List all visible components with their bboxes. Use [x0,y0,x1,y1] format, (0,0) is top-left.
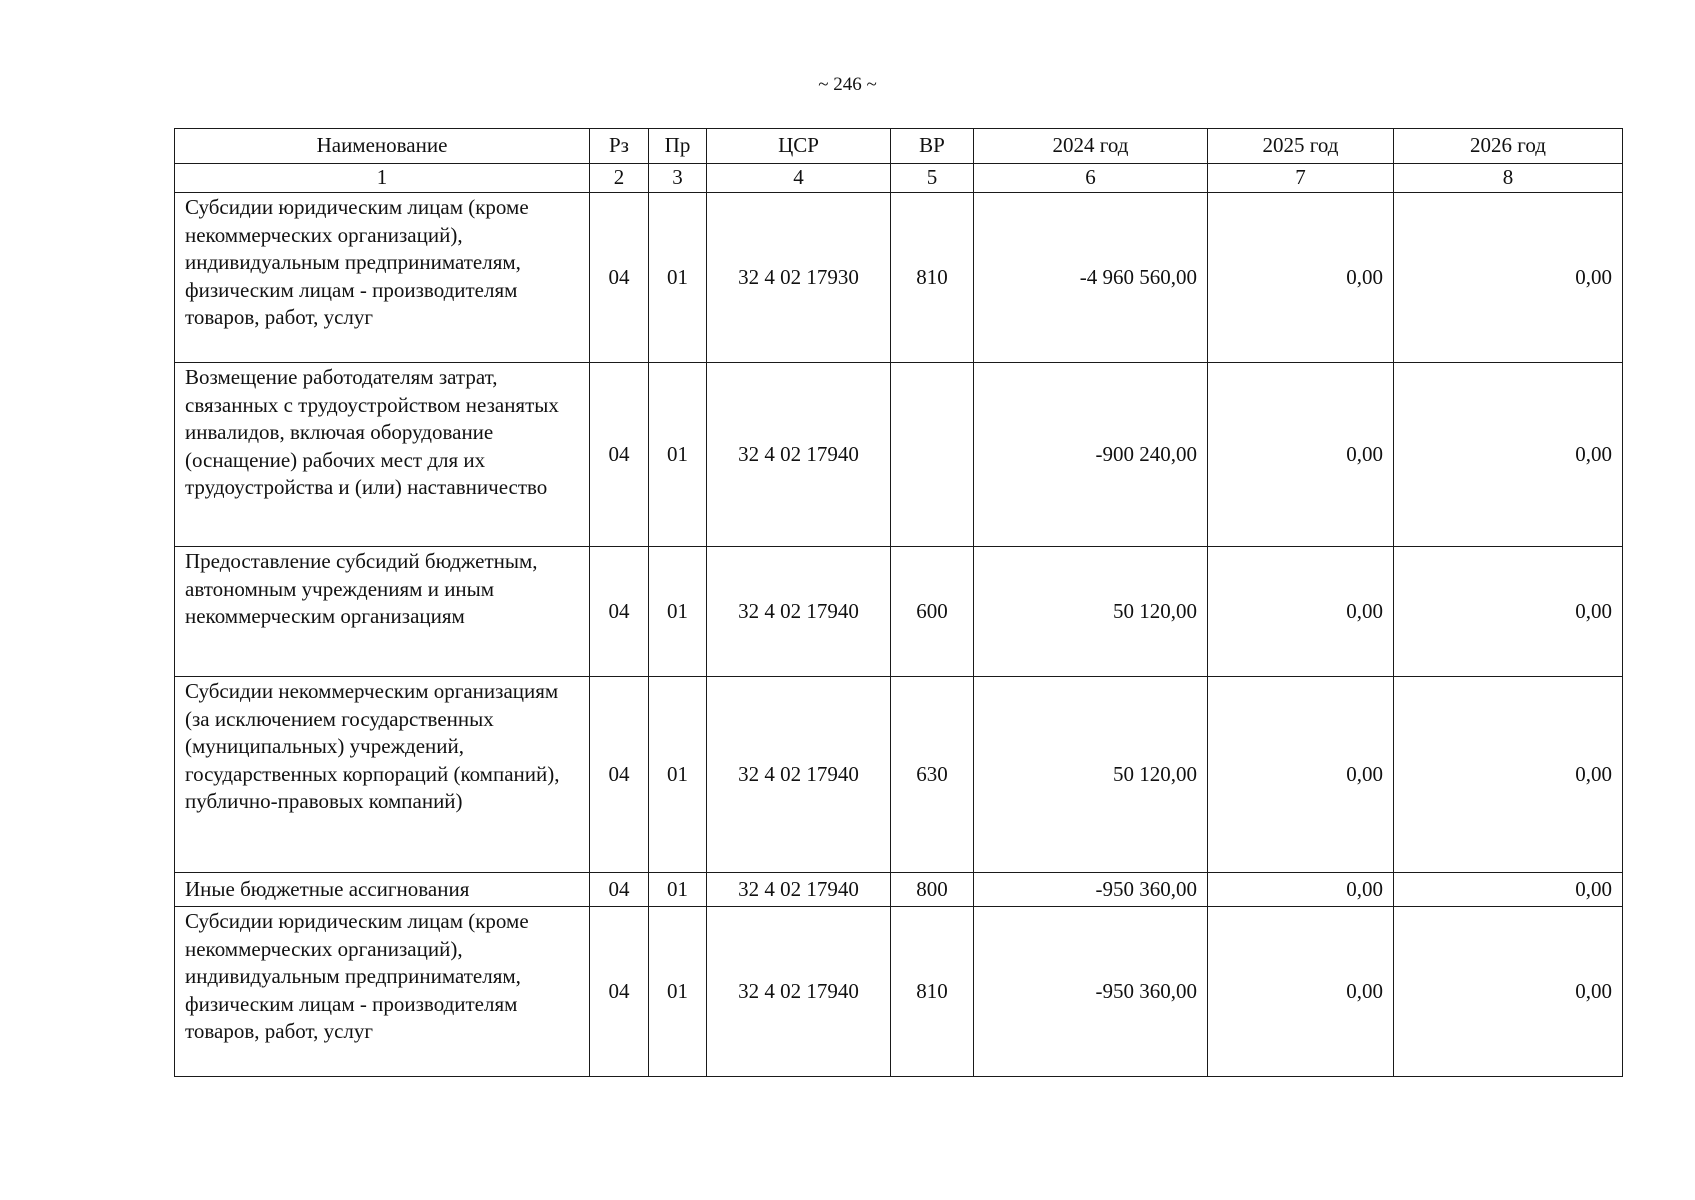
table-row [175,873,1623,907]
row-2024: -4 960 560,00 [974,193,1208,363]
column-index: 1 [175,164,590,193]
row-2024: -950 360,00 [974,873,1208,907]
row-pr: 01 [649,547,707,677]
header-2025: 2025 год [1208,129,1394,164]
budget-table [174,128,1623,1077]
header-name: Наименование [175,129,590,164]
row-pr: 01 [649,907,707,1077]
row-2026: 0,00 [1394,363,1623,547]
row-pr: 01 [649,677,707,873]
row-name: Субсидии юридическим лицам (кроме некоммерческих организаций), индивидуальным предпринимателям, физическим лицам - производителям товаров, работ, услуг [175,193,590,363]
row-rz: 04 [590,193,649,363]
row-2025: 0,00 [1208,363,1394,547]
row-2026: 0,00 [1394,677,1623,873]
row-csr: 32 4 02 17940 [707,873,891,907]
row-name: Субсидии юридическим лицам (кроме некоммерческих организаций), индивидуальным предпринимателям, физическим лицам - производителям товаров, работ, услуг [175,907,590,1077]
row-vr: 600 [891,547,974,677]
column-index-row [175,164,1623,193]
row-2025: 0,00 [1208,873,1394,907]
row-name: Возмещение работодателям затрат, связанных с трудоустройством незанятых инвалидов, включая оборудование (оснащение) рабочих мест для их трудоустройства и (или) наставничество [175,363,590,547]
column-index: 4 [707,164,891,193]
row-2026: 0,00 [1394,873,1623,907]
row-pr: 01 [649,193,707,363]
column-index: 6 [974,164,1208,193]
header-2026: 2026 год [1394,129,1623,164]
column-index: 5 [891,164,974,193]
header-vr: ВР [891,129,974,164]
row-csr: 32 4 02 17930 [707,193,891,363]
row-vr: 810 [891,907,974,1077]
header-rz: Рз [590,129,649,164]
row-csr: 32 4 02 17940 [707,547,891,677]
table-row [175,547,1623,677]
row-csr: 32 4 02 17940 [707,907,891,1077]
row-csr: 32 4 02 17940 [707,677,891,873]
column-index: 2 [590,164,649,193]
row-name: Иные бюджетные ассигнования [175,873,590,907]
header-csr: ЦСР [707,129,891,164]
row-2024: -900 240,00 [974,363,1208,547]
header-pr: Пр [649,129,707,164]
column-index: 8 [1394,164,1623,193]
row-vr: 800 [891,873,974,907]
column-index: 7 [1208,164,1394,193]
row-2024: -950 360,00 [974,907,1208,1077]
header-row [175,129,1623,164]
row-pr: 01 [649,363,707,547]
row-2026: 0,00 [1394,547,1623,677]
row-vr: 810 [891,193,974,363]
column-index: 3 [649,164,707,193]
row-rz: 04 [590,873,649,907]
page-number: ~ 246 ~ [818,74,877,95]
row-2025: 0,00 [1208,193,1394,363]
row-csr: 32 4 02 17940 [707,363,891,547]
row-2025: 0,00 [1208,907,1394,1077]
row-name: Субсидии некоммерческим организациям (за исключением государственных (муниципальных) учреждений, государственных корпораций (компаний), публично-правовых компаний) [175,677,590,873]
row-2024: 50 120,00 [974,677,1208,873]
table-row [175,193,1623,363]
row-2026: 0,00 [1394,193,1623,363]
row-rz: 04 [590,907,649,1077]
row-vr: 630 [891,677,974,873]
row-2025: 0,00 [1208,677,1394,873]
table-row [175,677,1623,873]
row-rz: 04 [590,547,649,677]
table-row [175,363,1623,547]
row-pr: 01 [649,873,707,907]
row-rz: 04 [590,677,649,873]
row-2024: 50 120,00 [974,547,1208,677]
row-2026: 0,00 [1394,907,1623,1077]
row-vr [891,363,974,547]
row-2025: 0,00 [1208,547,1394,677]
header-2024: 2024 год [974,129,1208,164]
table-row [175,907,1623,1077]
row-rz: 04 [590,363,649,547]
row-name: Предоставление субсидий бюджетным, автономным учреждениям и иным некоммерческим организациям [175,547,590,677]
